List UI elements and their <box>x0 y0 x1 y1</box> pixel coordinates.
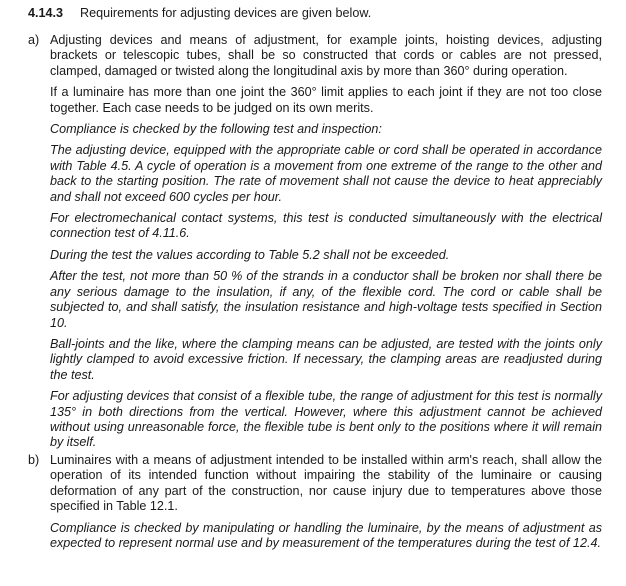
electromechanical-paragraph: For electromechanical contact systems, this test is conducted simultaneously with the electrical connection test of 4.11.6. <box>50 211 602 241</box>
section-number: 4.14.3 <box>28 6 64 20</box>
test-procedure-paragraph: The adjusting device, equipped with the appropriate cable or cord shall be operated in accordance with Table 4.5. A cycle of operation is a movement from one extreme of the range to the other and back to the starting position. The rate of movement shall not cause the device to heat appreciably and shall not exceed 600 cycles per hour. <box>50 143 602 204</box>
requirement-paragraph: Luminaires with a means of adjustment intended to be installed within arm's reach, shall allow the operation of its intended function without impairing the stability of the luminaire or causing deformation of any part of the construction, nor cause injury due to temperatures above those specified in Table 12.1. <box>50 453 602 514</box>
note-paragraph: If a luminaire has more than one joint the 360° limit applies to each joint if they are not too close together. Each case needs to be judged on its own merits. <box>50 85 602 115</box>
section-title: Requirements for adjusting devices are given below. <box>80 6 372 20</box>
after-test-paragraph: After the test, not more than 50 % of the strands in a conductor shall be broken nor shall there be any serious damage to the insulation, if any, of the flexible cord. The cord or cable shall be subjected to, and shall satisfy, the insulation resistance and high-voltage tests specified in Section 10. <box>50 269 602 330</box>
test-limits-paragraph: During the test the values according to Table 5.2 shall not be exceeded. <box>50 247 450 262</box>
list-item-a <box>28 33 602 451</box>
flexible-tube-paragraph: For adjusting devices that consist of a flexible tube, the range of adjustment for this test is normally 135° in both directions from the vertical. However, where this adjustment cannot be achieved without using unreasonable force, the flexible tube is bent only to the positions where it will remain by itself. <box>50 389 602 450</box>
list-marker: a) <box>28 33 40 47</box>
compliance-paragraph: Compliance is checked by the following test and inspection: <box>50 122 382 137</box>
section-heading <box>28 6 371 21</box>
ball-joints-paragraph: Ball-joints and the like, where the clamping means can be adjusted, are tested with the joints only lightly clamped to avoid excessive friction. If necessary, the clamping areas are readjusted during the test. <box>50 336 602 382</box>
list-marker: b) <box>28 453 40 467</box>
compliance-paragraph: Compliance is checked by manipulating or handling the luminaire, by the means of adjustment as expected to represent normal use and by measurement of the temperatures during the test of 12.4. <box>50 520 602 551</box>
list-item-b <box>28 453 602 551</box>
requirement-paragraph: Adjusting devices and means of adjustment, for example joints, hoisting devices, adjusting brackets or telescopic tubes, shall be so constructed that cords or cables are not pressed, clamped, damaged or twisted along the longitudinal axis by more than 360° during operation. <box>50 33 602 78</box>
